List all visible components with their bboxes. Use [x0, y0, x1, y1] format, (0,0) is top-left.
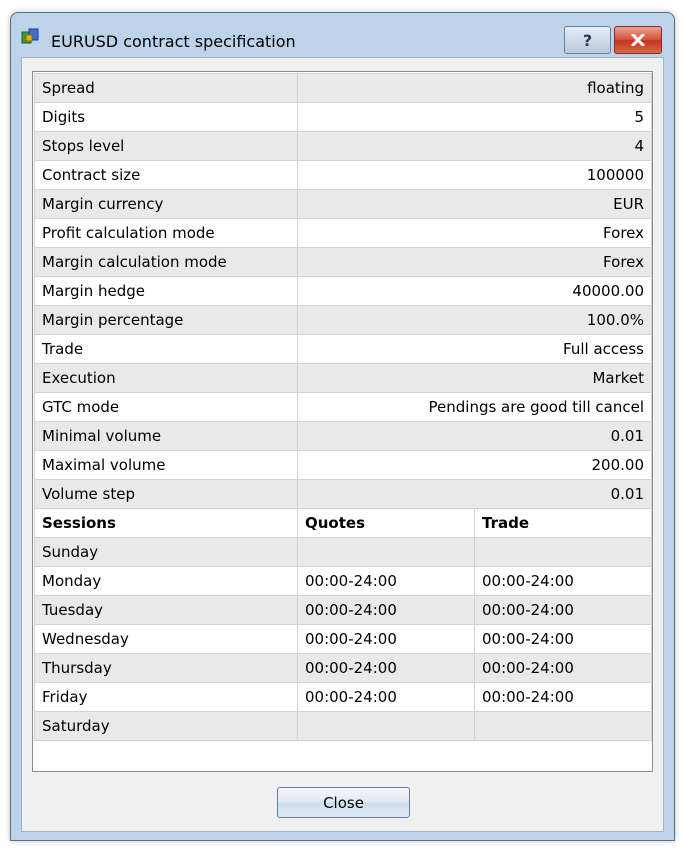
session-quotes: 00:00-24:00 [298, 683, 475, 712]
session-row[interactable] [35, 712, 652, 741]
session-row[interactable] [35, 567, 652, 596]
spec-label: Volume step [35, 480, 298, 509]
close-icon [631, 34, 645, 46]
session-row[interactable] [35, 654, 652, 683]
session-day: Tuesday [35, 596, 298, 625]
spec-value: 0.01 [298, 480, 652, 509]
specification-grid [32, 71, 653, 772]
spec-value: 5 [298, 103, 652, 132]
app-icon [21, 27, 39, 45]
quotes-header: Quotes [298, 509, 475, 538]
spec-value: Market [298, 364, 652, 393]
sessions-header: Sessions [35, 509, 298, 538]
spec-value: 4 [298, 132, 652, 161]
spec-value: floating [298, 74, 652, 103]
session-day: Monday [35, 567, 298, 596]
spec-value: EUR [298, 190, 652, 219]
session-trade: 00:00-24:00 [475, 683, 652, 712]
sessions-header-row [35, 509, 652, 538]
spec-value: 100.0% [298, 306, 652, 335]
session-row[interactable] [35, 596, 652, 625]
session-row[interactable] [35, 625, 652, 654]
session-quotes: 00:00-24:00 [298, 654, 475, 683]
session-day: Friday [35, 683, 298, 712]
spec-label: Margin currency [35, 190, 298, 219]
spec-row[interactable] [35, 190, 652, 219]
session-quotes: 00:00-24:00 [298, 625, 475, 654]
session-trade: 00:00-24:00 [475, 625, 652, 654]
spec-row[interactable] [35, 74, 652, 103]
spec-value: 0.01 [298, 422, 652, 451]
session-row[interactable] [35, 538, 652, 567]
spec-value: 40000.00 [298, 277, 652, 306]
close-button[interactable]: Close [277, 787, 410, 818]
session-trade: 00:00-24:00 [475, 596, 652, 625]
spec-label: Margin calculation mode [35, 248, 298, 277]
spec-label: Digits [35, 103, 298, 132]
spec-value: Pendings are good till cancel [298, 393, 652, 422]
session-row[interactable] [35, 683, 652, 712]
spec-label: Trade [35, 335, 298, 364]
spec-value: Forex [298, 248, 652, 277]
spec-value: Forex [298, 219, 652, 248]
spec-label: Margin percentage [35, 306, 298, 335]
session-trade: 00:00-24:00 [475, 567, 652, 596]
spec-row[interactable] [35, 277, 652, 306]
spec-row[interactable] [35, 422, 652, 451]
spec-label: Stops level [35, 132, 298, 161]
spec-row[interactable] [35, 161, 652, 190]
title-bar[interactable] [11, 13, 674, 57]
session-quotes [298, 712, 475, 741]
contract-spec-dialog [10, 12, 675, 841]
session-quotes: 00:00-24:00 [298, 567, 475, 596]
spec-row[interactable] [35, 219, 652, 248]
spec-label: Maximal volume [35, 451, 298, 480]
session-quotes [298, 538, 475, 567]
dialog-client-area [21, 57, 664, 832]
spec-row[interactable] [35, 306, 652, 335]
spec-row[interactable] [35, 132, 652, 161]
session-day: Sunday [35, 538, 298, 567]
spec-value: Full access [298, 335, 652, 364]
spec-row[interactable] [35, 393, 652, 422]
session-quotes: 00:00-24:00 [298, 596, 475, 625]
spec-label: Minimal volume [35, 422, 298, 451]
spec-label: Margin hedge [35, 277, 298, 306]
spec-label: Spread [35, 74, 298, 103]
window-close-button[interactable] [614, 26, 662, 54]
session-day: Wednesday [35, 625, 298, 654]
spec-value: 200.00 [298, 451, 652, 480]
session-trade: 00:00-24:00 [475, 654, 652, 683]
spec-value: 100000 [298, 161, 652, 190]
spec-label: Profit calculation mode [35, 219, 298, 248]
session-trade [475, 712, 652, 741]
spec-row[interactable] [35, 451, 652, 480]
trade-header: Trade [475, 509, 652, 538]
spec-row[interactable] [35, 248, 652, 277]
session-day: Saturday [35, 712, 298, 741]
spec-row[interactable] [35, 480, 652, 509]
specification-table [34, 73, 652, 741]
spec-label: GTC mode [35, 393, 298, 422]
window-title: EURUSD contract specification [51, 32, 296, 51]
spec-label: Contract size [35, 161, 298, 190]
session-day: Thursday [35, 654, 298, 683]
spec-row[interactable] [35, 103, 652, 132]
spec-label: Execution [35, 364, 298, 393]
spec-row[interactable] [35, 364, 652, 393]
session-trade [475, 538, 652, 567]
spec-row[interactable] [35, 335, 652, 364]
help-button[interactable]: ? [564, 26, 611, 54]
